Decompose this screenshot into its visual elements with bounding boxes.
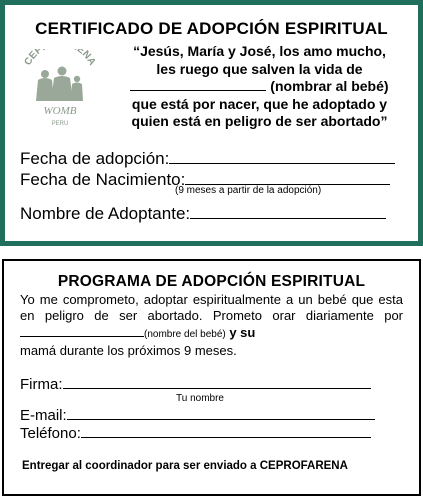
adopter-name-blank[interactable] — [190, 202, 386, 219]
ceprofarena-logo — [21, 49, 99, 129]
prayer-line-3 — [117, 78, 402, 96]
pledge-part-1: Yo me comprometo, adoptar espiritualmente a un bebé que esta en peligro de ser abortado. Prometo orar diariamente por — [20, 292, 403, 323]
adoption-date-blank[interactable] — [169, 147, 395, 164]
baby-name-note: (nombre del bebé) — [144, 329, 226, 340]
program-title: PROGRAMA DE ADOPCIÓN ESPIRITUAL — [57, 273, 366, 290]
certificate-inner-panel — [5, 5, 418, 241]
adoption-date-label: Fecha de adopción: — [20, 149, 170, 168]
logo-country-text: PERU — [51, 121, 69, 127]
adoption-certificate-card — [0, 0, 423, 246]
logo-womb-text: WOMB — [43, 105, 77, 117]
signature-note: Tu nombre — [176, 393, 224, 404]
email-field — [20, 405, 375, 424]
pledge-part-2: y su — [225, 325, 256, 340]
birth-date-label: Fecha de Nacimiento: — [20, 170, 186, 189]
delivery-instructions: Entregar al coordinador para ser enviado a CEPROFARENA — [22, 460, 348, 472]
adoption-date-field — [20, 147, 395, 169]
email-blank[interactable] — [67, 405, 375, 420]
prayer-line-4: que está por nacer, que he adoptado y — [131, 95, 388, 112]
adoption-program-card — [2, 259, 421, 496]
adopter-name-field — [20, 202, 386, 224]
birth-date-note: (9 meses a partir de la adopción) — [175, 185, 322, 196]
email-label: E-mail: — [20, 407, 67, 424]
adopter-name-label: Nombre de Adoptante: — [20, 204, 191, 223]
prayer-line-3-suffix: (nombrar al bebé) — [266, 78, 389, 94]
prayer-line-1: “Jesús, María y José, los amo mucho, — [133, 43, 386, 59]
signature-label: Firma: — [20, 376, 63, 393]
phone-blank[interactable] — [81, 423, 371, 438]
phone-field — [20, 423, 371, 442]
prayer-line-5: quien está en peligro de ser abortado” — [131, 113, 388, 129]
baby-name-blank[interactable] — [130, 78, 266, 91]
certificate-title: CERTIFICADO DE ADOPCIÓN ESPIRITUAL — [35, 19, 388, 38]
logo-arc-text: CEP ENA — [22, 49, 98, 68]
family-figures-icon — [36, 67, 83, 102]
ceprofarena-logo-graphic — [21, 49, 99, 129]
prayer-text — [117, 43, 402, 131]
signature-blank[interactable] — [63, 374, 371, 389]
pledge-part-3: mamá durante los próximos 9 meses. — [20, 343, 237, 358]
signature-field — [20, 374, 371, 393]
pledge-text — [20, 292, 403, 359]
pledge-baby-name-blank[interactable] — [20, 324, 144, 337]
prayer-line-2: les ruego que salven la vida de — [156, 60, 363, 77]
phone-label: Teléfono: — [20, 425, 81, 442]
birth-date-blank[interactable] — [185, 168, 390, 185]
